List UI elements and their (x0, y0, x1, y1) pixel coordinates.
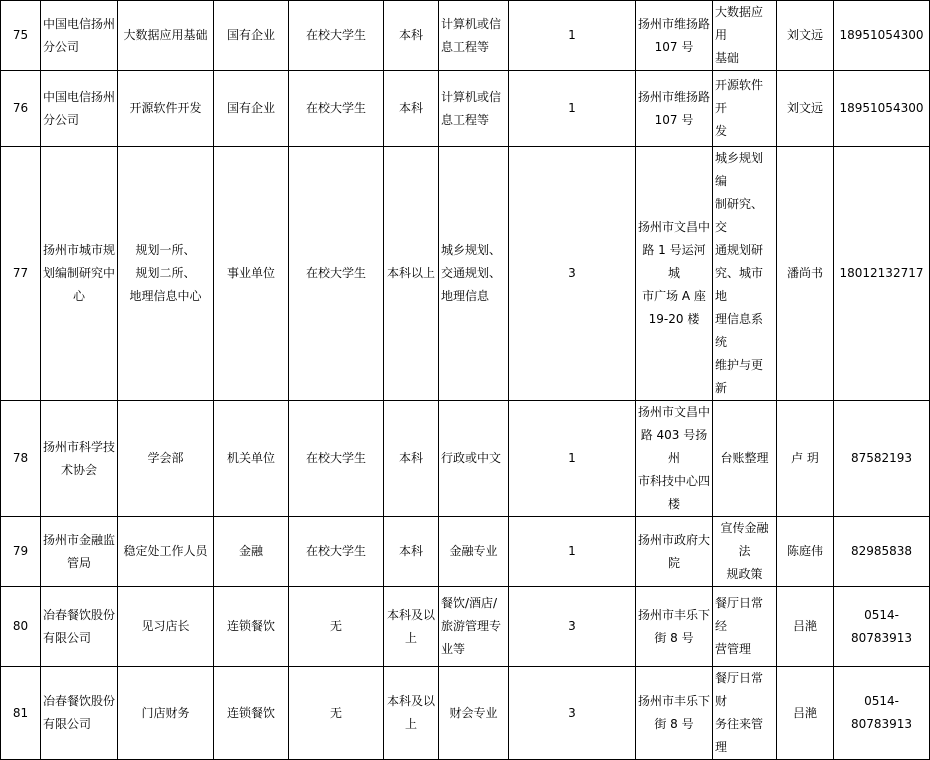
contact-person: 卢 玥 (777, 401, 834, 517)
row-number: 75 (1, 1, 41, 71)
row-number: 81 (1, 667, 41, 760)
phone: 18012132717 (834, 147, 930, 401)
contact-person: 潘尚书 (777, 147, 834, 401)
education: 本科及以 上 (384, 587, 439, 667)
row-number: 77 (1, 147, 41, 401)
table-row (1, 517, 930, 587)
headcount: 1 (509, 71, 636, 147)
unit-type: 国有企业 (214, 1, 289, 71)
work-content: 餐厅日常经 营管理 (713, 587, 777, 667)
table-row (1, 71, 930, 147)
contact-person: 刘文远 (777, 1, 834, 71)
major: 行政或中文 (439, 401, 509, 517)
unit-name: 冶春餐饮股份 有限公司 (41, 667, 118, 760)
unit-name: 中国电信扬州 分公司 (41, 71, 118, 147)
department: 见习店长 (118, 587, 214, 667)
unit-type: 金融 (214, 517, 289, 587)
address: 扬州市政府大 院 (636, 517, 713, 587)
work-content: 宣传金融法 规政策 (713, 517, 777, 587)
work-content: 大数据应用 基础 (713, 1, 777, 71)
target-group: 无 (289, 667, 384, 760)
headcount: 1 (509, 1, 636, 71)
address: 扬州市维扬路 107 号 (636, 71, 713, 147)
phone: 18951054300 (834, 71, 930, 147)
contact-person: 刘文远 (777, 71, 834, 147)
headcount: 3 (509, 667, 636, 760)
table-row (1, 147, 930, 401)
target-group: 在校大学生 (289, 71, 384, 147)
major: 计算机或信 息工程等 (439, 1, 509, 71)
target-group: 在校大学生 (289, 147, 384, 401)
unit-name: 冶春餐饮股份 有限公司 (41, 587, 118, 667)
unit-type: 连锁餐饮 (214, 667, 289, 760)
phone: 0514-80783913 (834, 587, 930, 667)
major: 金融专业 (439, 517, 509, 587)
education: 本科及以 上 (384, 667, 439, 760)
department: 大数据应用基础 (118, 1, 214, 71)
department: 学会部 (118, 401, 214, 517)
address: 扬州市丰乐下 街 8 号 (636, 587, 713, 667)
headcount: 1 (509, 517, 636, 587)
education: 本科 (384, 401, 439, 517)
table-row (1, 401, 930, 517)
address: 扬州市维扬路 107 号 (636, 1, 713, 71)
unit-type: 国有企业 (214, 71, 289, 147)
row-number: 80 (1, 587, 41, 667)
education: 本科 (384, 517, 439, 587)
contact-person: 陈庭伟 (777, 517, 834, 587)
address: 扬州市丰乐下 街 8 号 (636, 667, 713, 760)
address: 扬州市文昌中 路 403 号扬州 市科技中心四 楼 (636, 401, 713, 517)
contact-person: 吕滟 (777, 587, 834, 667)
work-content: 城乡规划编 制研究、交 通规划研 究、城市地 理信息系统 维护与更新 (713, 147, 777, 401)
phone: 82985838 (834, 517, 930, 587)
address: 扬州市文昌中 路 1 号运河城 市广场 A 座 19-20 楼 (636, 147, 713, 401)
target-group: 在校大学生 (289, 401, 384, 517)
department: 开源软件开发 (118, 71, 214, 147)
education: 本科 (384, 71, 439, 147)
phone: 0514-80783913 (834, 667, 930, 760)
major: 财会专业 (439, 667, 509, 760)
row-number: 78 (1, 401, 41, 517)
headcount: 3 (509, 587, 636, 667)
department: 规划一所、 规划二所、 地理信息中心 (118, 147, 214, 401)
table-row (1, 667, 930, 760)
major: 城乡规划、 交通规划、 地理信息 (439, 147, 509, 401)
unit-name: 扬州市城市规 划编制研究中 心 (41, 147, 118, 401)
headcount: 3 (509, 147, 636, 401)
row-number: 76 (1, 71, 41, 147)
major: 计算机或信 息工程等 (439, 71, 509, 147)
work-content: 开源软件开 发 (713, 71, 777, 147)
phone: 87582193 (834, 401, 930, 517)
unit-name: 扬州市金融监 管局 (41, 517, 118, 587)
work-content: 台账整理 (713, 401, 777, 517)
table-row (1, 1, 930, 71)
major: 餐饮/酒店/ 旅游管理专 业等 (439, 587, 509, 667)
phone: 18951054300 (834, 1, 930, 71)
contact-person: 吕滟 (777, 667, 834, 760)
unit-name: 扬州市科学技 术协会 (41, 401, 118, 517)
education: 本科 (384, 1, 439, 71)
target-group: 在校大学生 (289, 517, 384, 587)
education: 本科以上 (384, 147, 439, 401)
work-content: 餐厅日常财 务往来管理 (713, 667, 777, 760)
unit-name: 中国电信扬州 分公司 (41, 1, 118, 71)
table-row (1, 587, 930, 667)
row-number: 79 (1, 517, 41, 587)
department: 稳定处工作人员 (118, 517, 214, 587)
headcount: 1 (509, 401, 636, 517)
department: 门店财务 (118, 667, 214, 760)
target-group: 在校大学生 (289, 1, 384, 71)
unit-type: 事业单位 (214, 147, 289, 401)
unit-type: 连锁餐饮 (214, 587, 289, 667)
unit-type: 机关单位 (214, 401, 289, 517)
target-group: 无 (289, 587, 384, 667)
